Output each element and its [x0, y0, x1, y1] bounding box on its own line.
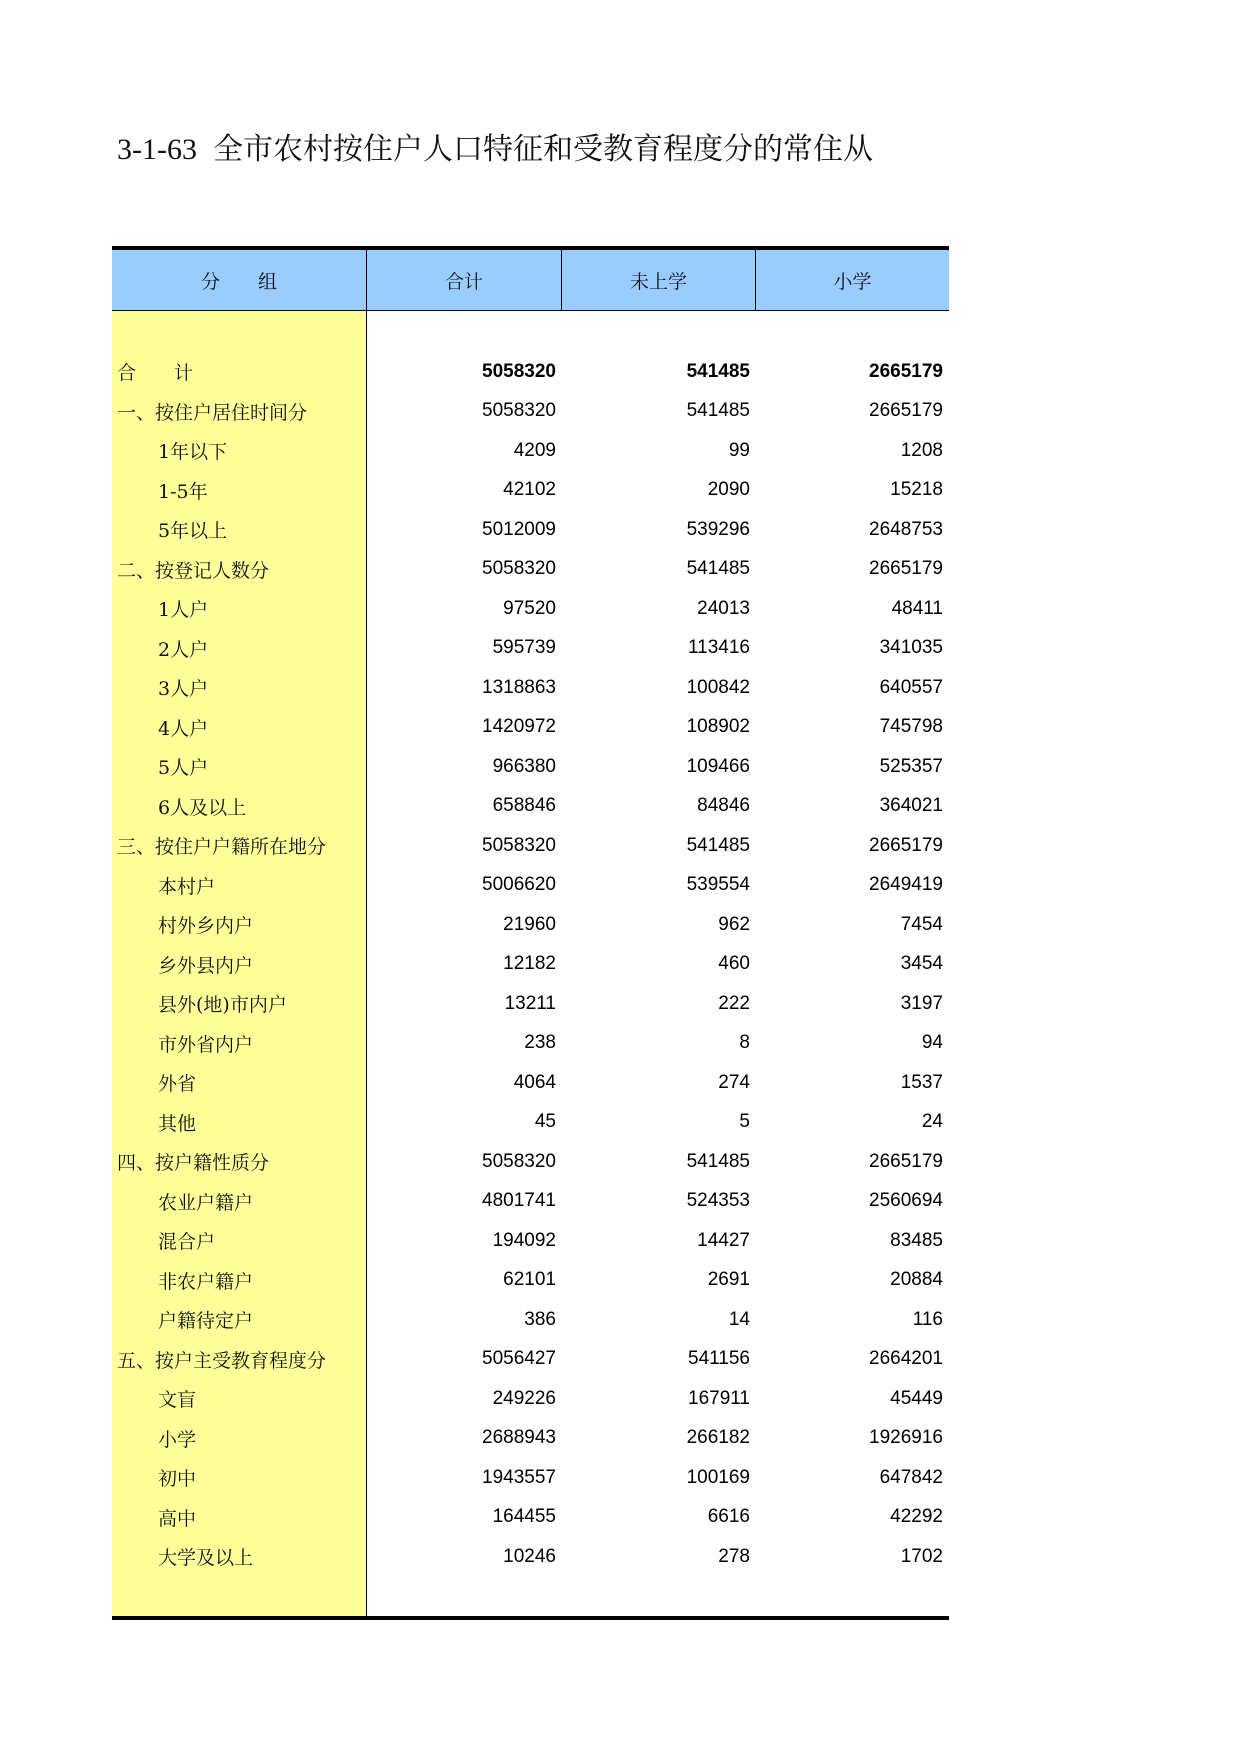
- cell-total: 2688943: [482, 1427, 556, 1449]
- table-row: [112, 747, 949, 787]
- cell-no-school: 541485: [686, 1150, 750, 1172]
- table-row: [112, 1419, 949, 1459]
- table-row: [112, 1103, 949, 1143]
- row-label: 其他: [158, 1112, 197, 1135]
- cell-no-school: 2090: [707, 479, 750, 501]
- table-row: [112, 471, 949, 511]
- cell-total: 658846: [492, 795, 556, 817]
- header-total: 合计: [367, 250, 562, 310]
- cell-no-school: 109466: [686, 755, 750, 777]
- cell-total: 966380: [492, 755, 556, 777]
- cell-total: 10246: [503, 1545, 556, 1567]
- table-row: [112, 431, 949, 471]
- table-row: [112, 668, 949, 708]
- cell-primary: 1208: [900, 439, 943, 461]
- cell-primary: 7454: [900, 913, 943, 935]
- cell-total: 5056427: [482, 1348, 556, 1370]
- cell-primary: 2648753: [869, 518, 943, 540]
- table-row: [112, 1537, 949, 1577]
- row-label: 合 计: [117, 362, 194, 385]
- cell-primary: 3197: [900, 992, 943, 1014]
- cell-no-school: 541156: [688, 1348, 750, 1370]
- cell-no-school: 14: [728, 1308, 750, 1330]
- row-label: 3人户: [158, 678, 209, 701]
- cell-total: 1318863: [482, 676, 556, 698]
- cell-no-school: 541485: [686, 360, 750, 382]
- cell-total: 5058320: [482, 1150, 556, 1172]
- page-title: [117, 124, 873, 168]
- cell-primary: 364021: [879, 795, 943, 817]
- row-label: 乡外县内户: [158, 954, 254, 977]
- cell-primary: 2665179: [869, 834, 943, 856]
- cell-primary: 2665179: [869, 1150, 943, 1172]
- cell-no-school: 541485: [686, 834, 750, 856]
- row-label: 农业户籍户: [158, 1191, 254, 1214]
- cell-no-school: 24013: [697, 597, 750, 619]
- cell-primary: 116: [912, 1308, 943, 1330]
- cell-total: 595739: [492, 637, 556, 659]
- cell-primary: 42292: [890, 1506, 943, 1528]
- row-label: 外省: [158, 1073, 197, 1096]
- table-row: [112, 1221, 949, 1261]
- table-row: [112, 1379, 949, 1419]
- row-label: 文盲: [158, 1389, 197, 1412]
- table-code: 3-1-63: [117, 133, 197, 166]
- cell-total: 5058320: [482, 400, 556, 422]
- cell-primary: 1926916: [869, 1427, 943, 1449]
- cell-no-school: 539296: [686, 518, 750, 540]
- table-header: [112, 250, 949, 311]
- cell-total: 386: [524, 1308, 556, 1330]
- cell-total: 5006620: [482, 874, 556, 896]
- cell-primary: 2665179: [869, 400, 943, 422]
- row-label: 5人户: [158, 757, 209, 780]
- table-row: [112, 1024, 949, 1064]
- cell-total: 194092: [492, 1229, 556, 1251]
- cell-total: 45: [534, 1111, 556, 1133]
- cell-total: 1420972: [482, 716, 556, 738]
- cell-primary: 525357: [879, 755, 943, 777]
- cell-total: 1943557: [482, 1466, 556, 1488]
- header-primary: 小学: [833, 270, 872, 293]
- cell-primary: 83485: [890, 1229, 943, 1251]
- table-row: [112, 1498, 949, 1538]
- row-label: 4人户: [158, 717, 209, 740]
- cell-primary: 341035: [879, 637, 943, 659]
- bottom-rule: [112, 1616, 949, 1620]
- row-label: 一、按住户居住时间分: [117, 401, 308, 424]
- cell-primary: 1702: [900, 1545, 943, 1567]
- table-row: [112, 589, 949, 629]
- header-group: 分 组: [112, 250, 367, 310]
- table-row: [112, 984, 949, 1024]
- table-row: [112, 1300, 949, 1340]
- cell-total: 97520: [503, 597, 556, 619]
- row-label: 村外乡内户: [158, 915, 254, 938]
- cell-no-school: 278: [718, 1545, 750, 1567]
- row-label: 五、按户主受教育程度分: [117, 1349, 327, 1372]
- cell-no-school: 113416: [688, 637, 750, 659]
- row-label: 小学: [158, 1428, 197, 1451]
- cell-no-school: 2691: [707, 1269, 750, 1291]
- cell-total: 164455: [492, 1506, 556, 1528]
- table-row: [112, 787, 949, 827]
- cell-no-school: 167911: [688, 1387, 750, 1409]
- table-row: [112, 1182, 949, 1222]
- cell-no-school: 962: [718, 913, 750, 935]
- cell-no-school: 541485: [686, 558, 750, 580]
- cell-primary: 2665179: [869, 360, 943, 382]
- cell-total: 238: [524, 1032, 556, 1054]
- cell-no-school: 99: [728, 439, 750, 461]
- cell-primary: 15218: [890, 479, 943, 501]
- cell-total: 5058320: [482, 360, 556, 382]
- table-row: [112, 945, 949, 985]
- table-row: [112, 392, 949, 432]
- cell-primary: 45449: [890, 1387, 943, 1409]
- cell-primary: 3454: [900, 953, 943, 975]
- table-row: [112, 1458, 949, 1498]
- cell-no-school: 460: [718, 953, 750, 975]
- header-no-school: 未上学: [562, 250, 756, 310]
- cell-no-school: 524353: [686, 1190, 750, 1212]
- table-row: [112, 708, 949, 748]
- table-body: [112, 352, 949, 1577]
- row-label: 1-5年: [158, 480, 208, 503]
- cell-no-school: 5: [739, 1111, 750, 1133]
- cell-primary: 94: [921, 1032, 943, 1054]
- table-row: [112, 866, 949, 906]
- cell-no-school: 539554: [686, 874, 750, 896]
- cell-primary: 2649419: [869, 874, 943, 896]
- cell-no-school: 274: [718, 1071, 750, 1093]
- cell-total: 62101: [503, 1269, 556, 1291]
- row-label: 县外(地)市内户: [158, 994, 287, 1017]
- cell-no-school: 14427: [697, 1229, 750, 1251]
- cell-no-school: 100842: [686, 676, 750, 698]
- cell-total: 12182: [503, 953, 556, 975]
- table-title: 全市农村按住户人口特征和受教育程度分的常住从: [212, 132, 873, 167]
- row-label: 5年以上: [158, 520, 228, 543]
- row-label: 1年以下: [158, 441, 228, 464]
- cell-no-school: 222: [718, 992, 750, 1014]
- cell-no-school: 8: [739, 1032, 750, 1054]
- row-label: 市外省内户: [158, 1033, 254, 1056]
- cell-primary: 20884: [890, 1269, 943, 1291]
- cell-no-school: 266182: [686, 1427, 750, 1449]
- cell-primary: 647842: [879, 1466, 943, 1488]
- row-label: 非农户籍户: [158, 1270, 254, 1293]
- cell-total: 4209: [513, 439, 556, 461]
- cell-no-school: 108902: [686, 716, 750, 738]
- row-label: 二、按登记人数分: [117, 559, 270, 582]
- table-row: [112, 905, 949, 945]
- table-row: [112, 826, 949, 866]
- row-label: 四、按户籍性质分: [117, 1152, 270, 1175]
- table-row: [112, 629, 949, 669]
- cell-no-school: 100169: [686, 1466, 750, 1488]
- cell-primary: 24: [921, 1111, 943, 1133]
- cell-no-school: 84846: [697, 795, 750, 817]
- row-label: 1人户: [158, 599, 209, 622]
- cell-total: 5058320: [482, 834, 556, 856]
- table-row: [112, 1340, 949, 1380]
- cell-total: 249226: [492, 1387, 556, 1409]
- table-row: [112, 1261, 949, 1301]
- cell-primary: 1537: [900, 1071, 943, 1093]
- row-label: 大学及以上: [158, 1547, 254, 1570]
- cell-primary: 640557: [879, 676, 943, 698]
- table-row: [112, 510, 949, 550]
- cell-primary: 48411: [891, 597, 943, 619]
- cell-no-school: 6616: [707, 1506, 750, 1528]
- cell-primary: 2560694: [869, 1190, 943, 1212]
- cell-total: 4064: [513, 1071, 556, 1093]
- row-label: 6人及以上: [158, 796, 247, 819]
- row-label: 高中: [158, 1507, 197, 1530]
- cell-total: 13211: [504, 992, 556, 1014]
- cell-total: 42102: [503, 479, 556, 501]
- table-row: [112, 352, 949, 392]
- table-row: [112, 1142, 949, 1182]
- cell-total: 5012009: [482, 518, 556, 540]
- table-row: [112, 550, 949, 590]
- cell-no-school: 541485: [686, 400, 750, 422]
- row-label: 2人户: [158, 638, 209, 661]
- cell-total: 21960: [503, 913, 556, 935]
- row-label: 混合户: [158, 1231, 216, 1254]
- cell-total: 4801741: [482, 1190, 556, 1212]
- row-label: 初中: [158, 1468, 197, 1491]
- cell-primary: 2665179: [869, 558, 943, 580]
- row-label: 户籍待定户: [158, 1310, 254, 1333]
- cell-primary: 745798: [879, 716, 943, 738]
- row-label: 本村户: [158, 875, 216, 898]
- cell-primary: 2664201: [869, 1348, 943, 1370]
- cell-total: 5058320: [482, 558, 556, 580]
- table-row: [112, 1063, 949, 1103]
- row-label: 三、按住户户籍所在地分: [117, 836, 327, 859]
- data-table: [112, 246, 949, 1620]
